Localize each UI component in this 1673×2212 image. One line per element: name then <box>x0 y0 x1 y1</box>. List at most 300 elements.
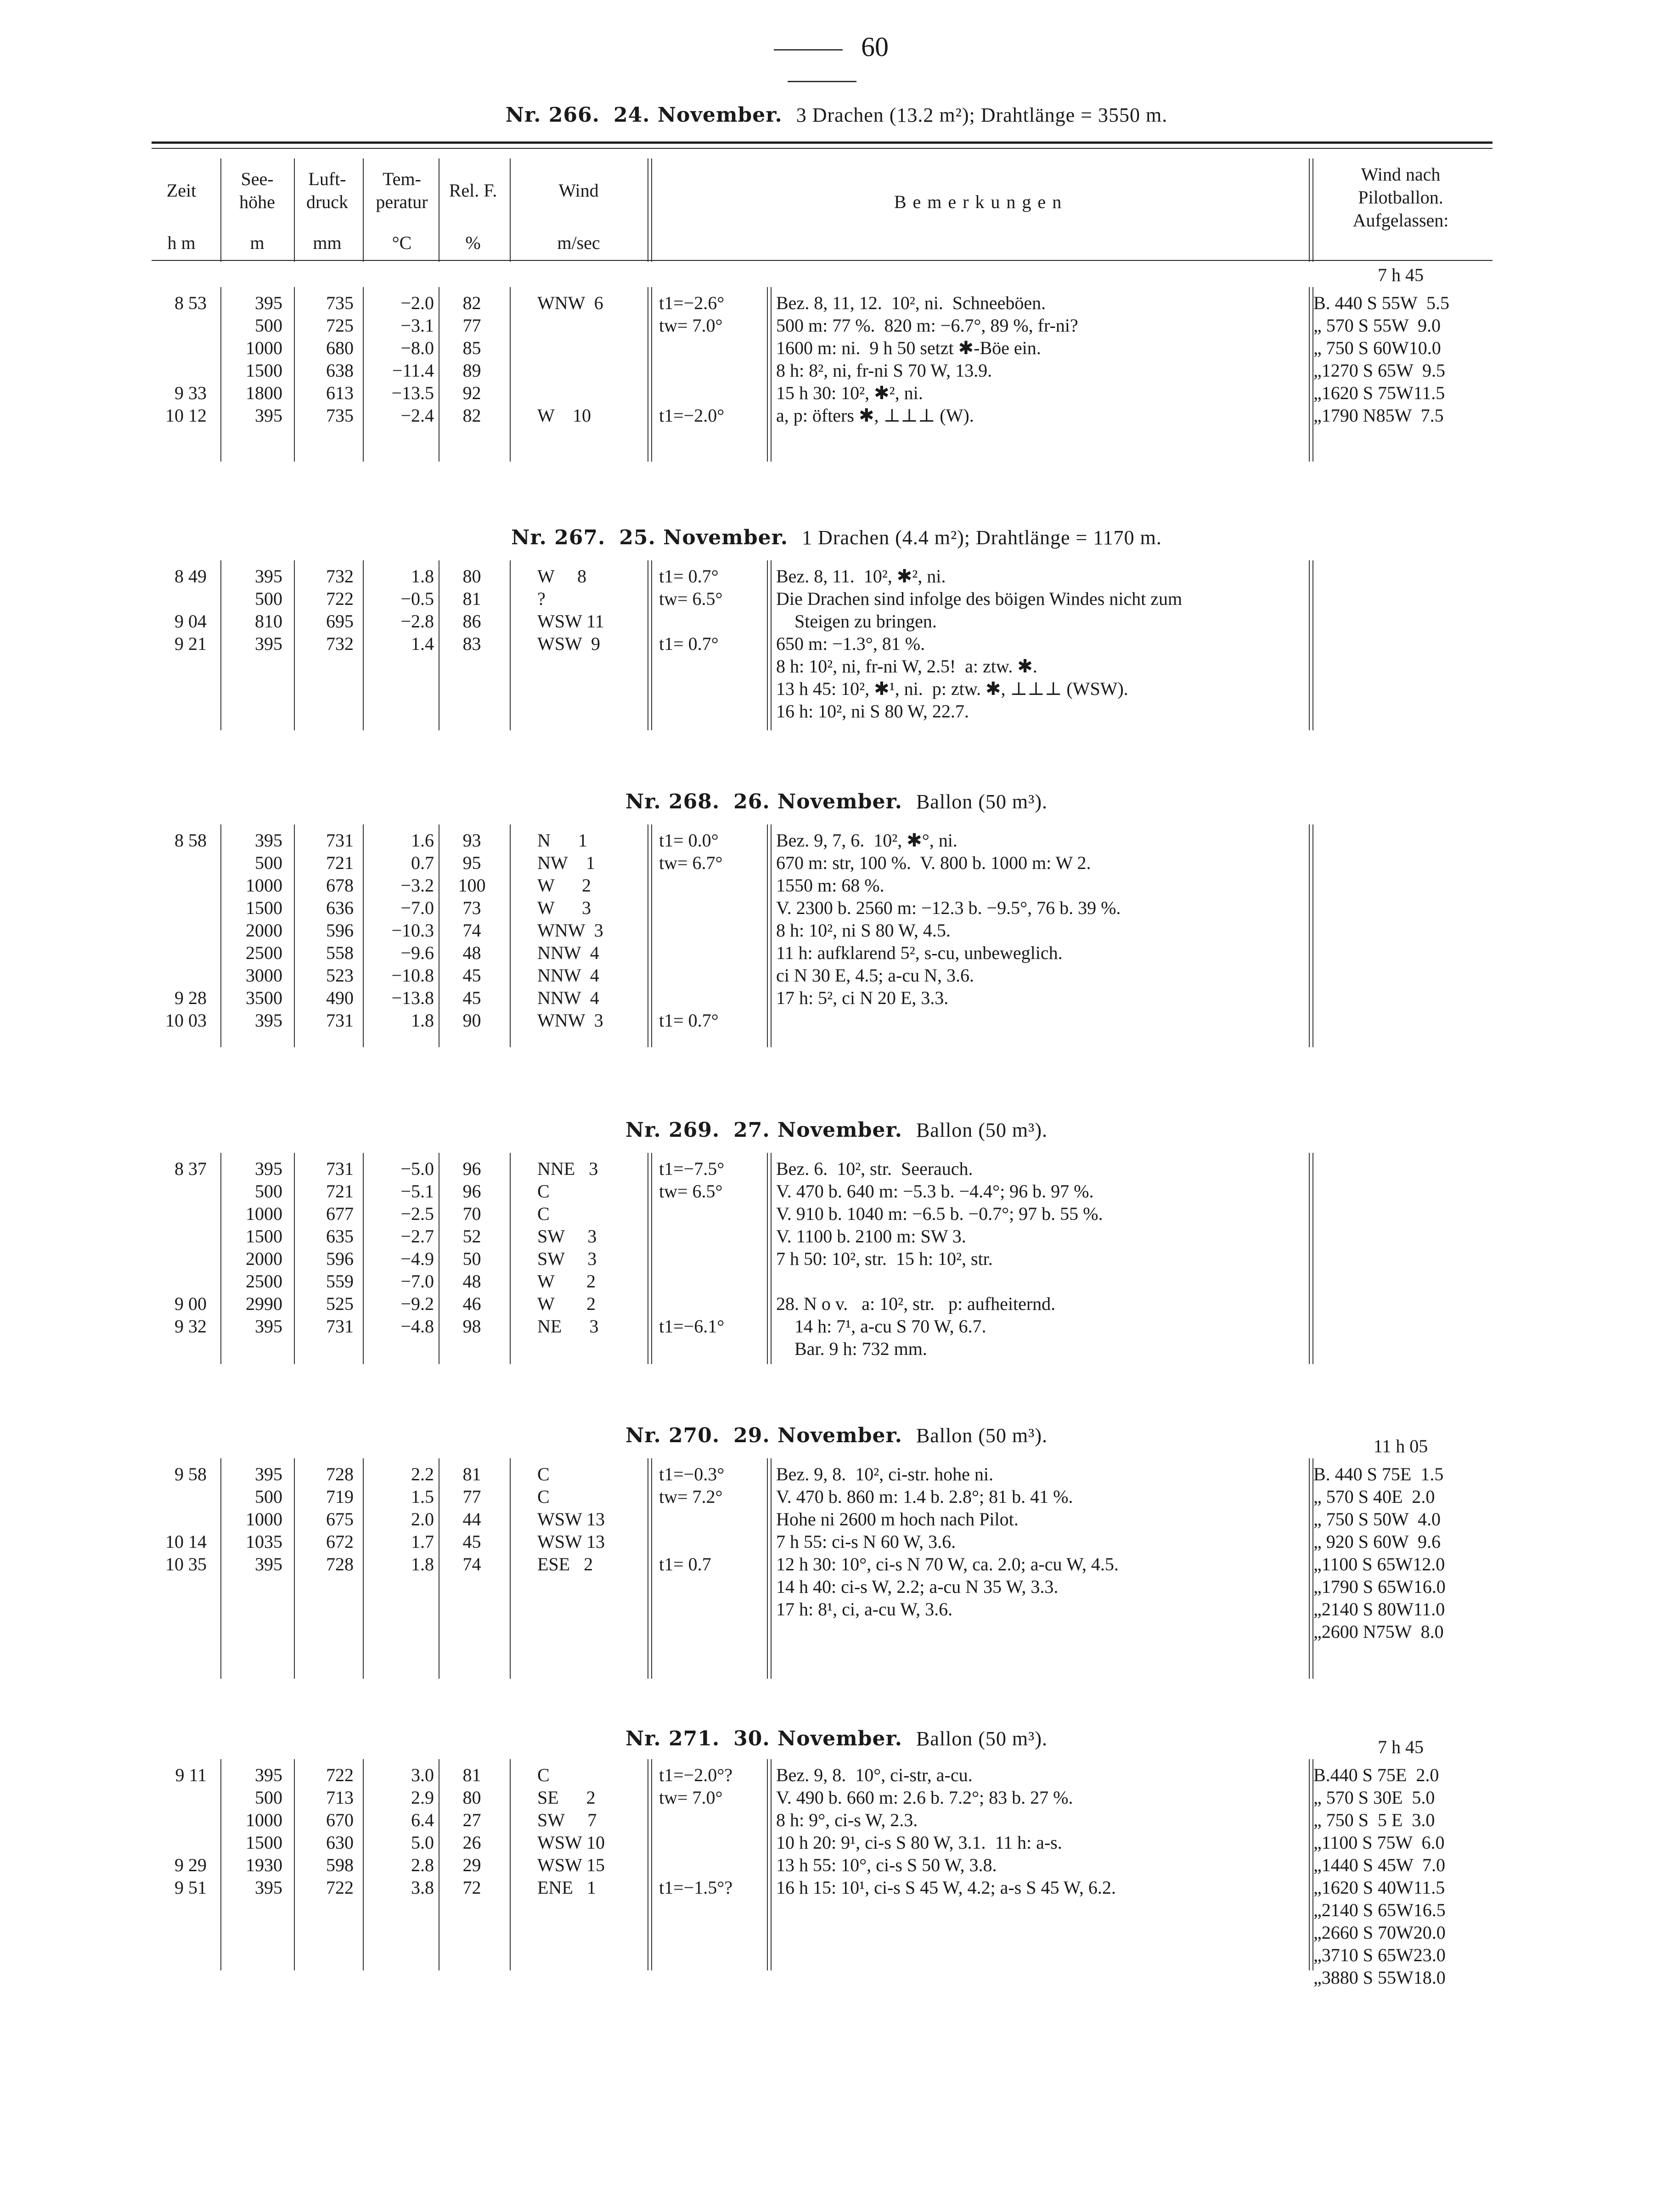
pilot-launch-time: 7 h 45 <box>1378 1737 1424 1757</box>
column-zeit <box>152 292 207 427</box>
cell-p: 523 <box>326 965 354 986</box>
cell-t: −10.8 <box>391 965 434 986</box>
cell-h: 2500 <box>246 942 282 963</box>
cell-t: −4.9 <box>400 1248 434 1269</box>
cell-p: 728 <box>326 1554 354 1574</box>
cell-f: 96 <box>462 1158 481 1179</box>
cell-wind: WSW 11 <box>537 611 604 632</box>
cell-wind <box>537 359 652 382</box>
column-remarks <box>776 1157 1304 1360</box>
cell-thermometer: t1= 0.7° <box>659 566 719 587</box>
cell-h: 2500 <box>246 1271 282 1292</box>
cell-t: 5.0 <box>411 1832 434 1853</box>
cell-f: 85 <box>462 338 481 358</box>
cell-p: 695 <box>326 611 354 632</box>
column-f <box>439 1463 505 1575</box>
cell-wind: ? <box>537 588 546 609</box>
col-sep <box>510 1759 511 1970</box>
cell-t: 1.7 <box>411 1531 434 1552</box>
cell-thermometer <box>659 337 765 359</box>
column-pilot <box>1313 1463 1488 1643</box>
pilot-line: „ 570 S 30E 5.0 <box>1313 1787 1435 1808</box>
cell-t: 3.0 <box>411 1765 434 1785</box>
cell-wind: WSW 10 <box>537 1832 605 1853</box>
col-sep <box>651 158 652 262</box>
pilot-launch-time: 7 h 45 <box>1378 265 1424 285</box>
cell-t: −2.8 <box>400 611 434 632</box>
pilot-line: „1620 S 40W11.5 <box>1313 1877 1445 1898</box>
pilot-line: „ 750 S 5 E 3.0 <box>1313 1810 1435 1830</box>
cell-t: −5.1 <box>400 1181 434 1202</box>
rule-left <box>774 49 843 51</box>
cell-zeit: 9 58 <box>175 1464 207 1484</box>
cell-thermometer: tw= 6.5° <box>659 588 723 609</box>
cell-wind: SW 3 <box>537 1248 597 1269</box>
cell-t: −2.0 <box>400 293 434 313</box>
col-sep <box>1309 287 1310 462</box>
cell-h: 395 <box>255 566 282 587</box>
column-f <box>439 565 505 655</box>
col-sep <box>510 824 511 1047</box>
cell-thermometer: tw= 7.2° <box>659 1486 723 1507</box>
col-sep <box>1312 560 1313 730</box>
cell-h: 1500 <box>246 1832 282 1853</box>
cell-wind: C <box>537 1203 550 1224</box>
cell-zeit <box>152 964 207 987</box>
cell-zeit <box>152 1831 207 1854</box>
unit-wind: m/sec <box>557 232 600 253</box>
cell-p: 735 <box>326 405 354 426</box>
cell-f: 83 <box>462 633 481 654</box>
cell-wind: WSW 9 <box>537 633 601 654</box>
header-temperatur: Tem- peratur <box>376 169 428 212</box>
cell-wind: W 2 <box>537 1271 596 1292</box>
section-title <box>0 1118 1673 1142</box>
column-zeit <box>152 1764 207 1899</box>
col-sep <box>510 560 511 730</box>
remark-line: 12 h 30: 10°, ci-s N 70 W, ca. 2.0; a-cu W, 4.5. <box>776 1554 1119 1574</box>
cell-p: 731 <box>326 1316 354 1337</box>
column-f <box>439 1157 505 1337</box>
cell-p: 598 <box>326 1855 354 1875</box>
column-p <box>294 1157 354 1337</box>
cell-t: −13.5 <box>391 383 434 403</box>
cell-f: 74 <box>462 920 481 941</box>
cell-h: 395 <box>255 633 282 654</box>
remark-line: Bez. 6. 10², str. Seerauch. <box>776 1158 973 1179</box>
pilot-line: „1100 S 75W 6.0 <box>1313 1832 1445 1853</box>
cell-wind: WNW 3 <box>537 1010 603 1031</box>
cell-p: 728 <box>326 1464 354 1484</box>
col-sep <box>1312 824 1313 1047</box>
cell-p: 725 <box>326 315 354 336</box>
cell-p: 635 <box>326 1226 354 1247</box>
column-thermometer <box>659 565 765 655</box>
cell-h: 395 <box>255 1158 282 1179</box>
cell-h: 500 <box>255 1787 282 1808</box>
cell-f: 100 <box>458 875 486 896</box>
cell-wind: WSW 13 <box>537 1531 605 1552</box>
header-relf: Rel. F. <box>449 180 497 201</box>
cell-f: 82 <box>462 405 481 426</box>
pilot-line: „1100 S 65W12.0 <box>1313 1554 1445 1574</box>
cell-f: 93 <box>462 830 481 851</box>
unit-temperatur: °C <box>392 232 412 253</box>
column-wind <box>537 1157 652 1337</box>
cell-h: 500 <box>255 1181 282 1202</box>
cell-p: 638 <box>326 360 354 381</box>
column-pilot <box>1313 1764 1488 1989</box>
cell-h: 395 <box>255 405 282 426</box>
cell-zeit: 10 35 <box>165 1554 207 1574</box>
cell-zeit: 9 33 <box>175 383 207 403</box>
cell-t: −3.2 <box>400 875 434 896</box>
unit-luftdruck: mm <box>313 232 342 253</box>
remark-line: 11 h: aufklarend 5², s-cu, unbeweglich. <box>776 942 1063 963</box>
cell-wind: NNW 4 <box>537 965 599 986</box>
section-description: Ballon (50 m³). <box>916 1727 1048 1750</box>
cell-thermometer <box>659 1831 765 1854</box>
cell-f: 77 <box>462 315 481 336</box>
cell-zeit <box>152 942 207 964</box>
cell-h: 500 <box>255 588 282 609</box>
cell-h: 1000 <box>246 1203 282 1224</box>
col-sep <box>294 158 295 262</box>
cell-wind: NNE 3 <box>537 1158 598 1179</box>
section-title <box>0 790 1673 813</box>
cell-t: 1.4 <box>411 633 434 654</box>
cell-thermometer: t1=−2.0° <box>659 405 725 426</box>
remark-line: Bez. 9, 8. 10°, ci-str, a-cu. <box>776 1765 973 1785</box>
cell-thermometer <box>659 1270 765 1292</box>
col-sep <box>767 1153 768 1364</box>
header-wind: Wind <box>558 180 599 201</box>
cell-f: 81 <box>462 1765 481 1785</box>
cell-f: 70 <box>462 1203 481 1224</box>
cell-f: 96 <box>462 1181 481 1202</box>
cell-zeit <box>152 919 207 942</box>
column-thermometer <box>659 1764 765 1899</box>
cell-thermometer <box>659 897 765 919</box>
column-remarks <box>776 565 1304 722</box>
column-f <box>439 829 505 1032</box>
cell-f: 50 <box>462 1248 481 1269</box>
remark-line: 670 m: str, 100 %. V. 800 b. 1000 m: W 2. <box>776 852 1091 873</box>
observation-table <box>152 829 1497 1047</box>
page-number <box>707 31 937 95</box>
col-sep <box>1309 158 1310 262</box>
cell-zeit <box>152 1508 207 1530</box>
pilot-line: „1620 S 75W11.5 <box>1313 383 1445 403</box>
cell-wind <box>537 337 652 359</box>
remark-line: 8 h: 8², ni, fr-ni S 70 W, 13.9. <box>776 360 992 381</box>
cell-t: −11.4 <box>392 360 434 381</box>
pilot-line: „2140 S 80W11.0 <box>1313 1599 1445 1620</box>
col-sep <box>767 560 768 730</box>
remark-line: Bez. 8, 11, 12. 10², ni. Schneeböen. <box>776 293 1046 313</box>
pilot-line: „1790 N85W 7.5 <box>1313 405 1444 426</box>
cell-thermometer: t1= 0.7° <box>659 633 719 654</box>
section-title <box>0 526 1673 549</box>
cell-t: 1.8 <box>411 1010 434 1031</box>
cell-thermometer: tw= 7.0° <box>659 315 723 336</box>
column-remarks <box>776 1463 1304 1620</box>
section-title <box>0 103 1673 127</box>
cell-h: 1000 <box>246 1509 282 1529</box>
column-t <box>363 1157 434 1337</box>
section-description: 3 Drachen (13.2 m²); Drahtlänge = 3550 m. <box>796 104 1168 126</box>
cell-zeit: 9 04 <box>175 611 207 632</box>
cell-h: 395 <box>255 1464 282 1484</box>
cell-thermometer <box>659 1292 765 1315</box>
cell-zeit <box>152 337 207 359</box>
cell-wind: WNW 6 <box>537 293 603 313</box>
cell-f: 82 <box>462 293 481 313</box>
remark-line: 15 h 30: 10², ✱², ni. <box>776 383 923 403</box>
header-zeit: Zeit <box>166 180 197 201</box>
column-zeit <box>152 565 207 655</box>
cell-zeit <box>152 1225 207 1247</box>
cell-t: −10.3 <box>391 920 434 941</box>
col-sep <box>1309 1458 1310 1679</box>
column-zeit <box>152 829 207 1032</box>
cell-t: 1.8 <box>411 1554 434 1574</box>
cell-wind: SW 3 <box>537 1226 597 1247</box>
cell-zeit: 10 12 <box>165 405 207 426</box>
cell-h: 500 <box>255 315 282 336</box>
cell-f: 90 <box>462 1010 481 1031</box>
column-h <box>220 1157 282 1337</box>
observation-table <box>152 1157 1497 1364</box>
col-sep <box>767 1759 768 1970</box>
pilot-line: B. 440 S 55W 5.5 <box>1313 293 1449 313</box>
cell-wind: N 1 <box>537 830 587 851</box>
col-sep <box>510 287 511 462</box>
cell-zeit: 8 58 <box>175 830 207 851</box>
cell-thermometer <box>659 1809 765 1831</box>
cell-p: 722 <box>326 1765 354 1785</box>
col-sep <box>1312 158 1313 262</box>
cell-h: 1500 <box>246 897 282 918</box>
cell-f: 89 <box>462 360 481 381</box>
col-sep <box>1309 824 1310 1047</box>
section-number: Nr. 267. <box>511 526 606 549</box>
section-description: Ballon (50 m³). <box>916 1424 1048 1447</box>
section-number: Nr. 271. <box>625 1727 720 1750</box>
remark-line: a, p: öfters ✱, ⊥⊥⊥ (W). <box>776 405 974 426</box>
column-t <box>363 565 434 655</box>
pilot-line: „2140 S 65W16.5 <box>1313 1900 1446 1920</box>
col-sep <box>1309 1153 1310 1364</box>
cell-f: 29 <box>462 1855 481 1875</box>
remark-line: 10 h 20: 9¹, ci-s S 80 W, 3.1. 11 h: a-s. <box>776 1832 1062 1853</box>
remark-line: 17 h: 5², ci N 20 E, 3.3. <box>776 988 949 1008</box>
cell-zeit: 9 32 <box>175 1316 207 1337</box>
remark-line: V. 470 b. 860 m: 1.4 b. 2.8°; 81 b. 41 %. <box>776 1486 1073 1507</box>
cell-thermometer: t1=−1.5°? <box>659 1877 732 1898</box>
cell-h: 1500 <box>246 360 282 381</box>
remark-line: 16 h: 10², ni S 80 W, 22.7. <box>776 701 969 722</box>
cell-zeit: 9 00 <box>175 1293 207 1314</box>
header-rule-bottom <box>152 260 1493 261</box>
cell-p: 722 <box>326 588 354 609</box>
cell-p: 672 <box>326 1531 354 1552</box>
column-wind <box>537 829 652 1032</box>
cell-thermometer <box>659 382 765 404</box>
cell-wind: WSW 15 <box>537 1855 605 1875</box>
cell-wind: C <box>537 1486 550 1507</box>
cell-f: 52 <box>462 1226 481 1247</box>
cell-f: 48 <box>462 1271 481 1292</box>
section-date: 30. November. <box>733 1727 902 1750</box>
col-sep <box>771 560 772 730</box>
col-sep <box>363 158 364 262</box>
cell-zeit: 8 49 <box>175 566 207 587</box>
cell-t: −8.0 <box>400 338 434 358</box>
cell-h: 1000 <box>246 1810 282 1830</box>
col-sep <box>767 1458 768 1679</box>
cell-zeit <box>152 874 207 897</box>
cell-wind: ESE 2 <box>537 1554 593 1574</box>
cell-h: 810 <box>255 611 282 632</box>
cell-wind: W 8 <box>537 566 587 587</box>
remark-line: V. 490 b. 660 m: 2.6 b. 7.2°; 83 b. 27 %. <box>776 1787 1073 1808</box>
unit-zeit: h m <box>167 232 196 253</box>
cell-t: 2.0 <box>411 1509 434 1529</box>
col-sep <box>771 287 772 462</box>
col-sep <box>771 1458 772 1679</box>
cell-p: 722 <box>326 1877 354 1898</box>
column-thermometer <box>659 292 765 427</box>
cell-f: 81 <box>462 1464 481 1484</box>
section-date: 29. November. <box>733 1424 902 1447</box>
cell-h: 395 <box>255 1877 282 1898</box>
remark-line: 7 h 55: ci-s N 60 W, 3.6. <box>776 1531 956 1552</box>
section-number: Nr. 268. <box>625 790 720 813</box>
cell-wind: NNW 4 <box>537 988 599 1008</box>
cell-t: 1.6 <box>411 830 434 851</box>
cell-zeit <box>152 1786 207 1809</box>
cell-p: 721 <box>326 1181 354 1202</box>
header-luftdruck: Luft- druck <box>306 169 349 212</box>
cell-p: 630 <box>326 1832 354 1853</box>
column-remarks <box>776 292 1304 427</box>
remark-line: 1550 m: 68 %. <box>776 875 884 896</box>
cell-thermometer <box>659 1202 765 1225</box>
observation-table <box>152 565 1497 730</box>
cell-h: 500 <box>255 1486 282 1507</box>
cell-p: 732 <box>326 566 354 587</box>
cell-thermometer <box>659 964 765 987</box>
cell-zeit <box>152 1270 207 1292</box>
col-sep <box>1312 1153 1313 1364</box>
cell-p: 719 <box>326 1486 354 1507</box>
cell-t: −5.0 <box>400 1158 434 1179</box>
cell-t: −2.4 <box>400 405 434 426</box>
pilot-line: „ 920 S 60W 9.6 <box>1313 1531 1441 1552</box>
cell-thermometer: t1=−7.5° <box>659 1158 725 1179</box>
cell-thermometer: t1=−2.6° <box>659 293 725 313</box>
cell-zeit <box>152 1809 207 1831</box>
pilot-line: „ 750 S 60W10.0 <box>1313 338 1441 358</box>
remark-line: 1600 m: ni. 9 h 50 setzt ✱-Böe ein. <box>776 338 1041 358</box>
cell-t: 2.8 <box>411 1855 434 1875</box>
column-t <box>363 829 434 1032</box>
cell-p: 525 <box>326 1293 354 1314</box>
cell-zeit <box>152 1202 207 1225</box>
cell-f: 46 <box>462 1293 481 1314</box>
remark-line: 17 h: 8¹, ci, a-cu W, 3.6. <box>776 1599 953 1620</box>
cell-h: 1930 <box>246 1855 282 1875</box>
col-sep <box>510 1153 511 1364</box>
column-zeit <box>152 1463 207 1575</box>
cell-wind: SE 2 <box>537 1787 596 1808</box>
column-wind <box>537 1463 652 1575</box>
cell-wind: NW 1 <box>537 852 595 873</box>
cell-f: 72 <box>462 1877 481 1898</box>
cell-wind: SW 7 <box>537 1810 597 1830</box>
cell-zeit <box>152 314 207 337</box>
cell-p: 731 <box>326 830 354 851</box>
cell-thermometer <box>659 1247 765 1270</box>
cell-p: 731 <box>326 1158 354 1179</box>
pilot-line: „2660 S 70W20.0 <box>1313 1922 1446 1943</box>
cell-t: 2.9 <box>411 1787 434 1808</box>
remark-line: Bar. 9 h: 732 mm. <box>776 1338 927 1359</box>
remark-line: Steigen zu bringen. <box>776 611 937 632</box>
column-thermometer <box>659 1463 765 1575</box>
cell-wind: C <box>537 1181 550 1202</box>
cell-p: 732 <box>326 633 354 654</box>
remark-line: Bez. 9, 7, 6. 10², ✱°, ni. <box>776 830 958 851</box>
cell-p: 596 <box>326 1248 354 1269</box>
cell-p: 636 <box>326 897 354 918</box>
cell-f: 95 <box>462 852 481 873</box>
cell-h: 1800 <box>246 383 282 403</box>
observation-table <box>152 1764 1497 1988</box>
remark-line: V. 470 b. 640 m: −5.3 b. −4.4°; 96 b. 97 %. <box>776 1181 1094 1202</box>
cell-f: 48 <box>462 942 481 963</box>
cell-thermometer: tw= 6.7° <box>659 852 723 873</box>
cell-f: 92 <box>462 383 481 403</box>
cell-thermometer <box>659 874 765 897</box>
column-zeit <box>152 1157 207 1337</box>
cell-p: 678 <box>326 875 354 896</box>
pilot-line: „1440 S 45W 7.0 <box>1313 1855 1446 1875</box>
column-wind <box>537 565 652 655</box>
pilot-line: B. 440 S 75E 1.5 <box>1313 1464 1444 1484</box>
rule-right <box>788 81 856 82</box>
col-sep <box>510 158 511 262</box>
cell-zeit <box>152 587 207 610</box>
cell-t: 6.4 <box>411 1810 434 1830</box>
col-sep <box>510 1458 511 1679</box>
cell-zeit <box>152 1180 207 1202</box>
cell-h: 1500 <box>246 1226 282 1247</box>
column-h <box>220 1463 282 1575</box>
section-date: 26. November. <box>733 790 902 813</box>
cell-zeit: 9 28 <box>175 988 207 1008</box>
cell-t: −2.7 <box>400 1226 434 1247</box>
column-t <box>363 1764 434 1899</box>
cell-zeit: 9 51 <box>175 1877 207 1898</box>
cell-thermometer: t1=−2.0°? <box>659 1765 732 1785</box>
cell-thermometer: t1=−0.3° <box>659 1464 725 1484</box>
cell-p: 713 <box>326 1787 354 1808</box>
cell-f: 86 <box>462 611 481 632</box>
cell-thermometer <box>659 1225 765 1247</box>
remark-line: 14 h 40: ci-s W, 2.2; a-cu N 35 W, 3.3. <box>776 1576 1059 1597</box>
